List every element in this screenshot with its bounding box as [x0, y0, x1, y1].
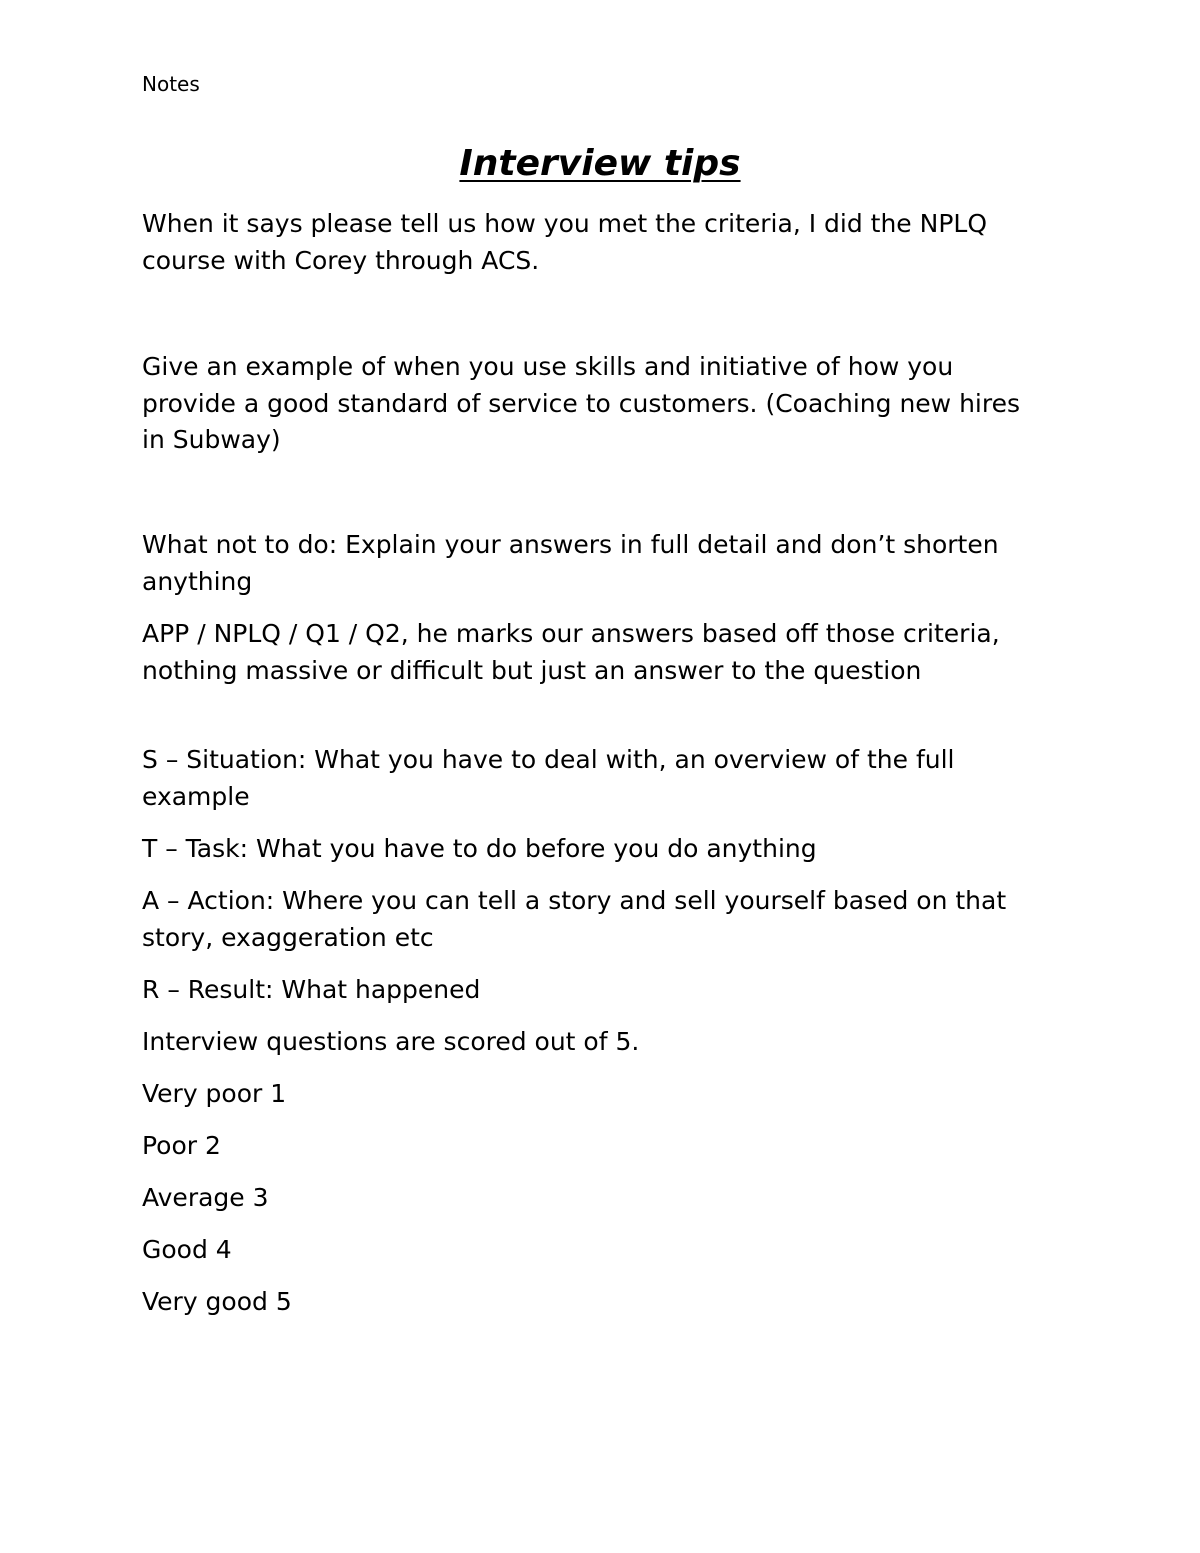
score-item-very-poor: Very poor 1 — [142, 1079, 287, 1108]
document-title: Interview tips — [459, 143, 741, 184]
score-item-very-good: Very good 5 — [142, 1287, 292, 1316]
paragraph-scoring-intro: Interview questions are scored out of 5. — [142, 1027, 640, 1056]
score-item-average: Average 3 — [142, 1183, 269, 1212]
paragraph-star-situation: S – Situation: What you have to deal with, an overview of the full example — [142, 745, 955, 811]
score-item-poor: Poor 2 — [142, 1131, 221, 1160]
page-header: Notes — [142, 72, 200, 96]
score-item-good: Good 4 — [142, 1235, 232, 1264]
paragraph-marking-criteria: APP / NPLQ / Q1 / Q2, he marks our answers based off those criteria, nothing massive or difficult but just an answer to the question — [142, 619, 1000, 685]
paragraph-star-action: A – Action: Where you can tell a story and sell yourself based on that story, exaggeration etc — [142, 886, 1007, 952]
paragraph-example: Give an example of when you use skills and initiative of how you provide a good standard of service to customers. (Coaching new hires in Subway) — [142, 352, 1021, 455]
paragraph-criteria: When it says please tell us how you met the criteria, I did the NPLQ course with Corey through ACS. — [142, 209, 988, 275]
paragraph-star-task: T – Task: What you have to do before you do anything — [142, 834, 817, 863]
paragraph-star-result: R – Result: What happened — [142, 975, 481, 1004]
paragraph-what-not-to-do: What not to do: Explain your answers in full detail and don’t shorten anything — [142, 530, 999, 596]
